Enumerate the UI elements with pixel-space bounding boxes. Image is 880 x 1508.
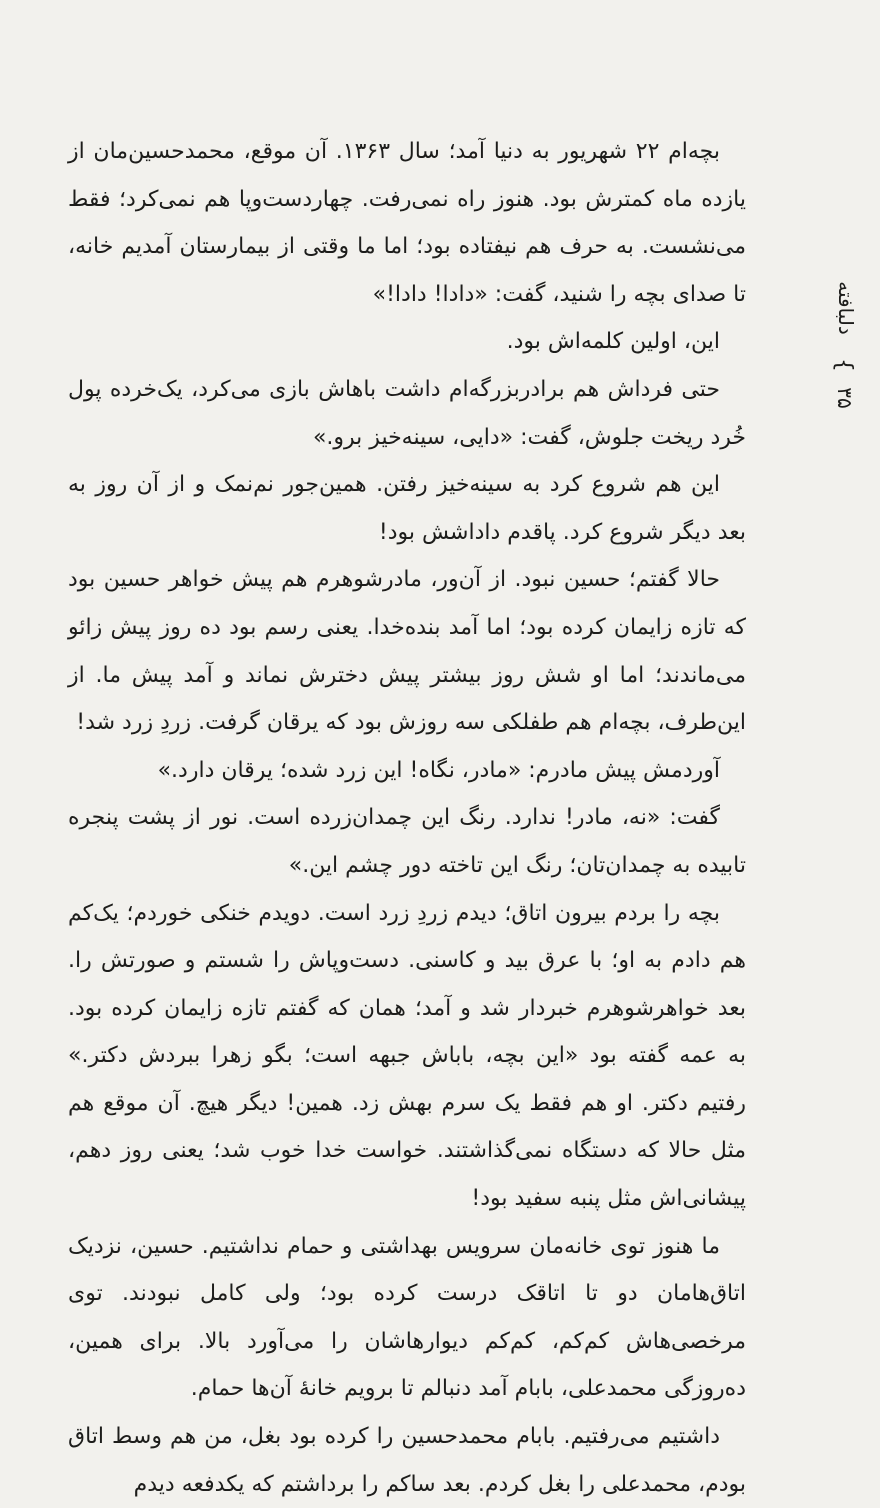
page-number: ۳۵ <box>833 387 857 409</box>
paragraph-10: داشتیم می‌رفتیم. بابام محمدحسین را کرده بود بغل، من هم وسط اتاق بودم، محمدعلی را بغل کردم. بعد ساکم را برداشتم که یکدفعه دیدم <box>68 1424 746 1497</box>
paragraph-9: ما هنوز توی خانه‌مان سرویس بهداشتی و حمام نداشتیم. حسین، نزدیک اتاق‌هامان دو تا اتاقک درست کرده بود؛ ولی کامل نبودند. توی مرخصی‌هاش کم‌کم، کم‌کم دیوارهاشان را می‌آورد بالا. برای همین، ده‌روزگی محمدعلی، بابام آمد دنبالم تا برویم خانهٔ آن‌ها حمام. <box>68 1233 746 1402</box>
book-title: دلبافته <box>834 281 858 335</box>
paragraph-4: این هم شروع کرد به سینه‌خیز رفتن. همین‌جور نم‌نمک و از آن روز به بعد دیگر شروع کرد. پاقدم داداشش بود! <box>68 472 746 545</box>
body-text <box>68 128 746 1508</box>
paragraph-3: حتی فرداش هم برادربزرگه‌ام داشت باهاش بازی می‌کرد، یک‌خرده پول خُرد ریخت جلوش، گفت: «دایی، سینه‌خیز برو.» <box>68 376 746 450</box>
paragraph-2: این، اولین کلمه‌اش بود. <box>506 329 720 355</box>
paragraph-8: بچه را بردم بیرون اتاق؛ دیدم زردِ زرد است. دویدم خنکی خوردم؛ یک‌کم هم دادم به او؛ با عرق بید و کاسنی. دست‌وپاش را شستم و صورتش را. بعد خواهرشوهرم خبردار شد و آمد؛ همان که گفتم تازه زایمان کرده بود. به عمه گفته بود «این بچه، باباش جبهه است؛ بگو زهرا ببردش دکتر.» رفتیم دکتر. او هم فقط یک سرم بهش زد. همین! دیگر هیچ. آن موقع هم مثل حالا که دستگاه نمی‌گذاشتند. خواست خدا خوب شد؛ یعنی روز دهم، پیشانی‌اش مثل پنبه سفید بود! <box>68 900 746 1212</box>
running-head <box>800 276 860 426</box>
brace-separator: { <box>831 358 856 372</box>
paragraph-1: بچه‌ام ۲۲ شهریور به دنیا آمد؛ سال ۱۳۶۳. آن موقع، محمدحسین‌مان از یازده ماه کمترش بود. هنوز راه نمی‌رفت. چهاردست‌وپا هم نمی‌کرد؛ فقط می‌نشست. به حرف هم نیفتاده بود؛ اما ما وقتی از بیمارستان آمدیم خانه، تا صدای بچه را شنید، گفت: «دادا! دادا!» <box>68 139 746 307</box>
paragraph-6: آوردمش پیش مادرم: «مادر، نگاه! این زرد شده؛ یرقان دارد.» <box>157 757 720 783</box>
paragraph-7: گفت: «نه، مادر! ندارد. رنگ این چمدان‌زرده است. نور از پشت پنجره تابیده به چمدان‌تان؛ رنگ این تاخته دور چشم این.» <box>68 805 746 878</box>
paragraph-5: حالا گفتم؛ حسین نبود. از آن‌ور، مادرشوهرم هم پیش خواهر حسین بود که تازه زایمان کرده بود؛ اما آمد بنده‌خدا. یعنی رسم بود ده روز پیش زائو می‌ماندند؛ اما او شش روز بیشتر پیش دخترش نماند و آمد پیش ما. از این‌طرف، بچه‌ام هم طفلکی سه روزش بود که یرقان گرفت. زردِ زرد شد! <box>68 567 746 736</box>
